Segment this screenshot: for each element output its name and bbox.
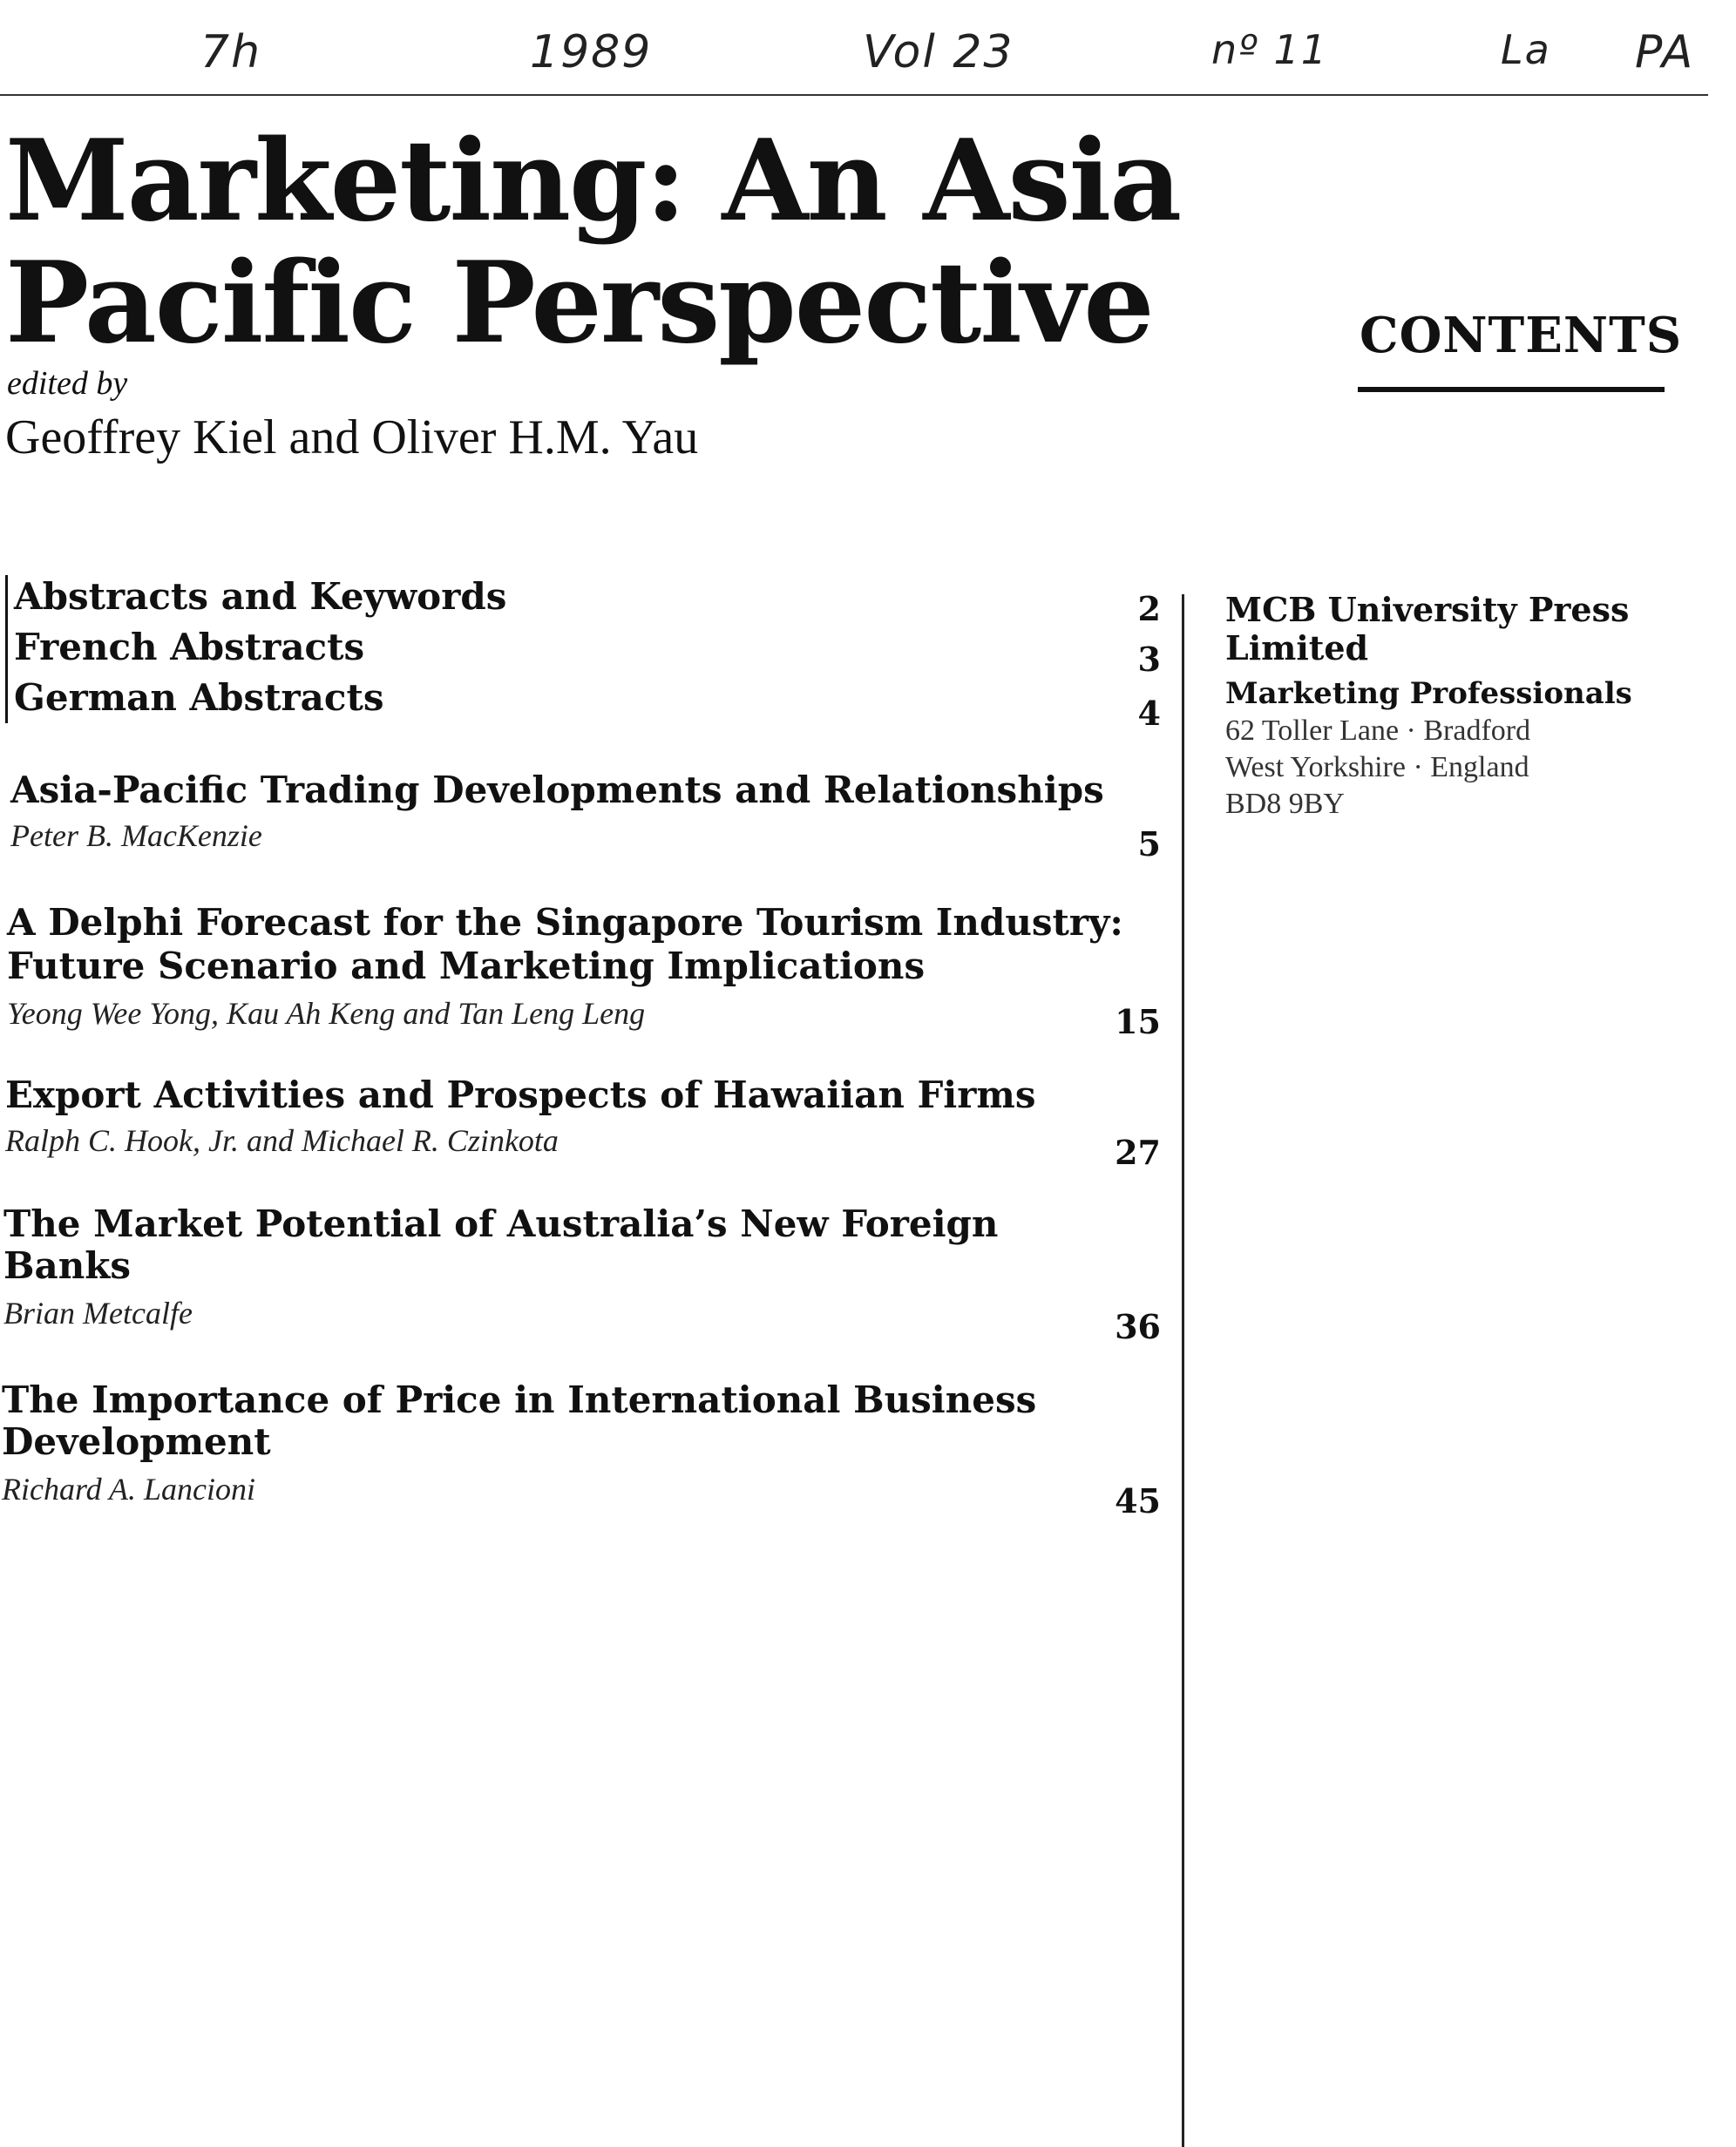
article-title: Future Scenario and Marketing Implications	[7, 945, 926, 987]
publisher-address-line: 62 Toller Lane · Bradford	[1225, 715, 1531, 747]
article-title: Asia-Pacific Trading Developments and Relationships	[10, 769, 1104, 811]
toc-entry-title: German Abstracts	[14, 676, 384, 719]
article-title: The Market Potential of Australia’s New Foreign	[3, 1202, 999, 1245]
article-page-number: 5	[1137, 824, 1161, 864]
article-author: Peter B. MacKenzie	[10, 818, 262, 853]
handwritten-note-la: La	[1501, 26, 1551, 73]
header-rule	[0, 94, 1708, 96]
edited-by-label: edited by	[7, 365, 128, 402]
handwritten-year: 1989	[530, 26, 653, 78]
article-author: Yeong Wee Yong, Kau Ah Keng and Tan Leng Leng	[7, 996, 646, 1031]
editors: Geoffrey Kiel and Oliver H.M. Yau	[5, 410, 699, 464]
toc-entry-title: French Abstracts	[14, 626, 365, 668]
article-title: Development	[2, 1420, 271, 1463]
toc-page-number: 4	[1137, 694, 1161, 733]
article-author: Brian Metcalfe	[3, 1296, 193, 1331]
article-title: Export Activities and Prospects of Hawaiian Firms	[5, 1074, 1036, 1116]
article-author: Richard A. Lancioni	[2, 1472, 255, 1507]
article-page-number: 15	[1115, 1002, 1161, 1041]
article-title: The Importance of Price in International Business	[2, 1378, 1037, 1421]
toc-entry-title: Abstracts and Keywords	[14, 575, 507, 618]
article-title: A Delphi Forecast for the Singapore Tourism Industry:	[7, 901, 1123, 944]
article-page-number: 27	[1115, 1133, 1161, 1172]
book-title-line-2: Pacific Perspective	[5, 238, 1153, 369]
handwritten-note: 7h	[200, 26, 262, 78]
publisher-name: MCB University Press Limited	[1225, 590, 1630, 667]
toc-page-number: 2	[1137, 589, 1161, 628]
article-author: Ralph C. Hook, Jr. and Michael R. Czinkota	[5, 1123, 559, 1158]
handwritten-volume: Vol 23	[863, 26, 1014, 78]
handwritten-issue: nº 11	[1211, 26, 1328, 73]
contents-heading: CONTENTS	[1360, 307, 1683, 364]
article-page-number: 36	[1115, 1307, 1161, 1346]
publisher-address-line: West Yorkshire · England	[1225, 751, 1529, 783]
book-title	[5, 116, 1181, 369]
publisher-address-line: BD8 9BY	[1225, 788, 1345, 820]
book-title-line-1: Marketing: An Asia	[5, 116, 1181, 247]
publisher-division: Marketing Professionals	[1225, 676, 1632, 711]
abstracts-side-bar	[5, 575, 8, 723]
contents-underline	[1358, 387, 1665, 392]
article-title: Banks	[3, 1244, 131, 1287]
column-divider	[1182, 594, 1184, 2147]
handwritten-note-pa: PA	[1635, 26, 1695, 78]
article-page-number: 45	[1115, 1481, 1161, 1521]
toc-page-number: 3	[1137, 640, 1161, 679]
